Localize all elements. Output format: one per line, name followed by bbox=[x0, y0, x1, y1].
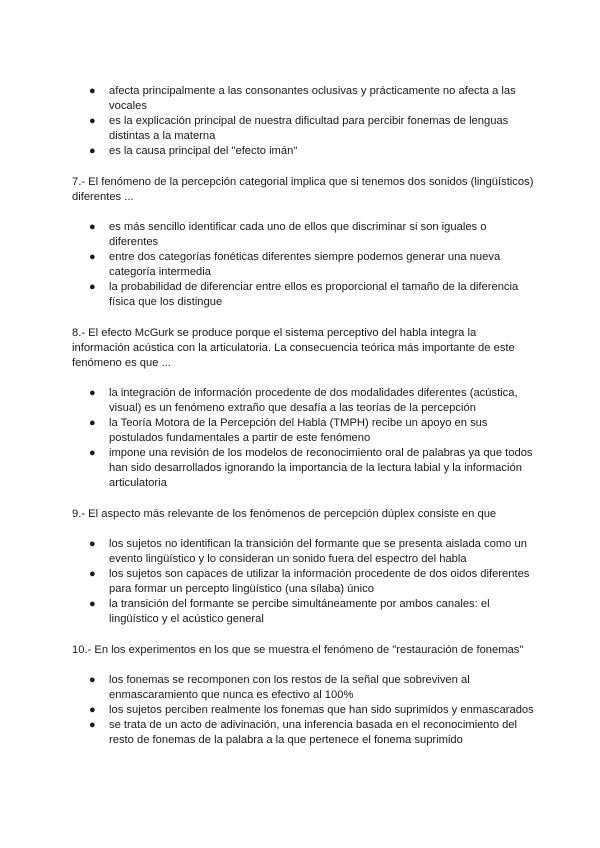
bullet-icon: ● bbox=[89, 538, 96, 550]
list-item bbox=[72, 673, 534, 703]
list-item-text: la probabilidad de diferenciar entre ellos es proporcional el tamaño de la diferencia física que los distingue bbox=[109, 281, 519, 308]
list-item bbox=[72, 144, 534, 159]
list-item-text: los fonemas se recomponen con los restos de la señal que sobreviven al enmascaramiento que nunca es efectivo al 100% bbox=[109, 674, 470, 701]
list-item bbox=[72, 718, 534, 748]
question-9: 9.- El aspecto más relevante de los fenómenos de percepción dúplex consiste en que bbox=[72, 508, 497, 520]
list-item bbox=[72, 567, 534, 597]
list-item-text: entre dos categorías fonéticas diferentes siempre podemos generar una nueva categoría intermedia bbox=[109, 251, 501, 278]
answer-list-q9 bbox=[72, 537, 534, 627]
list-item bbox=[72, 703, 534, 718]
bullet-icon: ● bbox=[89, 719, 96, 731]
bullet-icon: ● bbox=[89, 281, 96, 293]
list-item bbox=[72, 537, 534, 567]
answer-list-q10 bbox=[72, 673, 534, 748]
list-item-text: la transición del formante se percibe simultáneamente por ambos canales: el lingüístico y el acústico general bbox=[109, 598, 490, 625]
bullet-icon: ● bbox=[89, 568, 96, 580]
list-item-text: es más sencillo identificar cada uno de ellos que discriminar si son iguales o diferentes bbox=[109, 221, 487, 248]
list-item bbox=[72, 416, 534, 446]
document-content bbox=[72, 84, 534, 748]
bullet-icon: ● bbox=[89, 251, 96, 263]
list-item-text: los sujetos son capaces de utilizar la información procedente de dos oidos diferentes para formar un percepto lingüístico (una sílaba) único bbox=[109, 568, 530, 595]
list-item-text: afecta principalmente a las consonantes oclusivas y prácticamente no afecta a las vocales bbox=[109, 85, 516, 112]
list-item bbox=[72, 114, 534, 144]
answer-list-q6 bbox=[72, 84, 534, 159]
list-item-text: los sujetos perciben realmente los fonemas que han sido suprimidos y enmascarados bbox=[109, 704, 534, 716]
bullet-icon: ● bbox=[89, 85, 96, 97]
list-item bbox=[72, 386, 534, 416]
list-item bbox=[72, 446, 534, 491]
list-item-text: la Teoría Motora de la Percepción del Habla (TMPH) recibe un apoyo en sus postulados fundamentales a partir de este fenómeno bbox=[109, 417, 488, 444]
bullet-icon: ● bbox=[89, 387, 96, 399]
list-item-text: se trata de un acto de adivinación, una inferencia basada en el reconocimiento del resto de fonemas de la palabra a la que pertenece el fonema suprimido bbox=[109, 719, 517, 746]
bullet-icon: ● bbox=[89, 674, 96, 686]
list-item-text: es la explicación principal de nuestra dificultad para percibir fonemas de lenguas distintas a la materna bbox=[109, 115, 509, 142]
list-item-text: impone una revisión de los modelos de reconocimiento oral de palabras ya que todos han sido desarrollados ignorando la importancia de la lectura labial y la información articulatoria bbox=[109, 447, 533, 489]
question-8: 8.- El efecto McGurk se produce porque el sistema perceptivo del habla integra la información acústica con la articulatoria. La consecuencia teórica más importante de este fenómeno es que ... bbox=[72, 327, 515, 369]
bullet-icon: ● bbox=[89, 145, 96, 157]
list-item bbox=[72, 220, 534, 250]
bullet-icon: ● bbox=[89, 447, 96, 459]
bullet-icon: ● bbox=[89, 417, 96, 429]
list-item bbox=[72, 84, 534, 114]
bullet-icon: ● bbox=[89, 598, 96, 610]
list-item bbox=[72, 597, 534, 627]
question-10: 10.- En los experimentos en los que se muestra el fenómeno de "restauración de fonemas" bbox=[72, 644, 524, 656]
question-7: 7.- El fenómeno de la percepción categorial implica que si tenemos dos sonidos (lingüísticos) diferentes ... bbox=[72, 176, 534, 203]
bullet-icon: ● bbox=[89, 221, 96, 233]
bullet-icon: ● bbox=[89, 115, 96, 127]
answer-list-q7 bbox=[72, 220, 534, 310]
list-item-text: la integración de información procedente de dos modalidades diferentes (acústica, visual) es un fenómeno extraño que desafía a las teorías de la percepción bbox=[109, 387, 518, 414]
list-item bbox=[72, 250, 534, 280]
list-item-text: los sujetos no identifican la transición del formante que se presenta aislada como un evento lingüístico y lo consideran un sonido fuera del espectro del habla bbox=[109, 538, 527, 565]
bullet-icon: ● bbox=[89, 704, 96, 716]
list-item-text: es la causa principal del "efecto imán" bbox=[109, 145, 298, 157]
answer-list-q8 bbox=[72, 386, 534, 491]
list-item bbox=[72, 280, 534, 310]
